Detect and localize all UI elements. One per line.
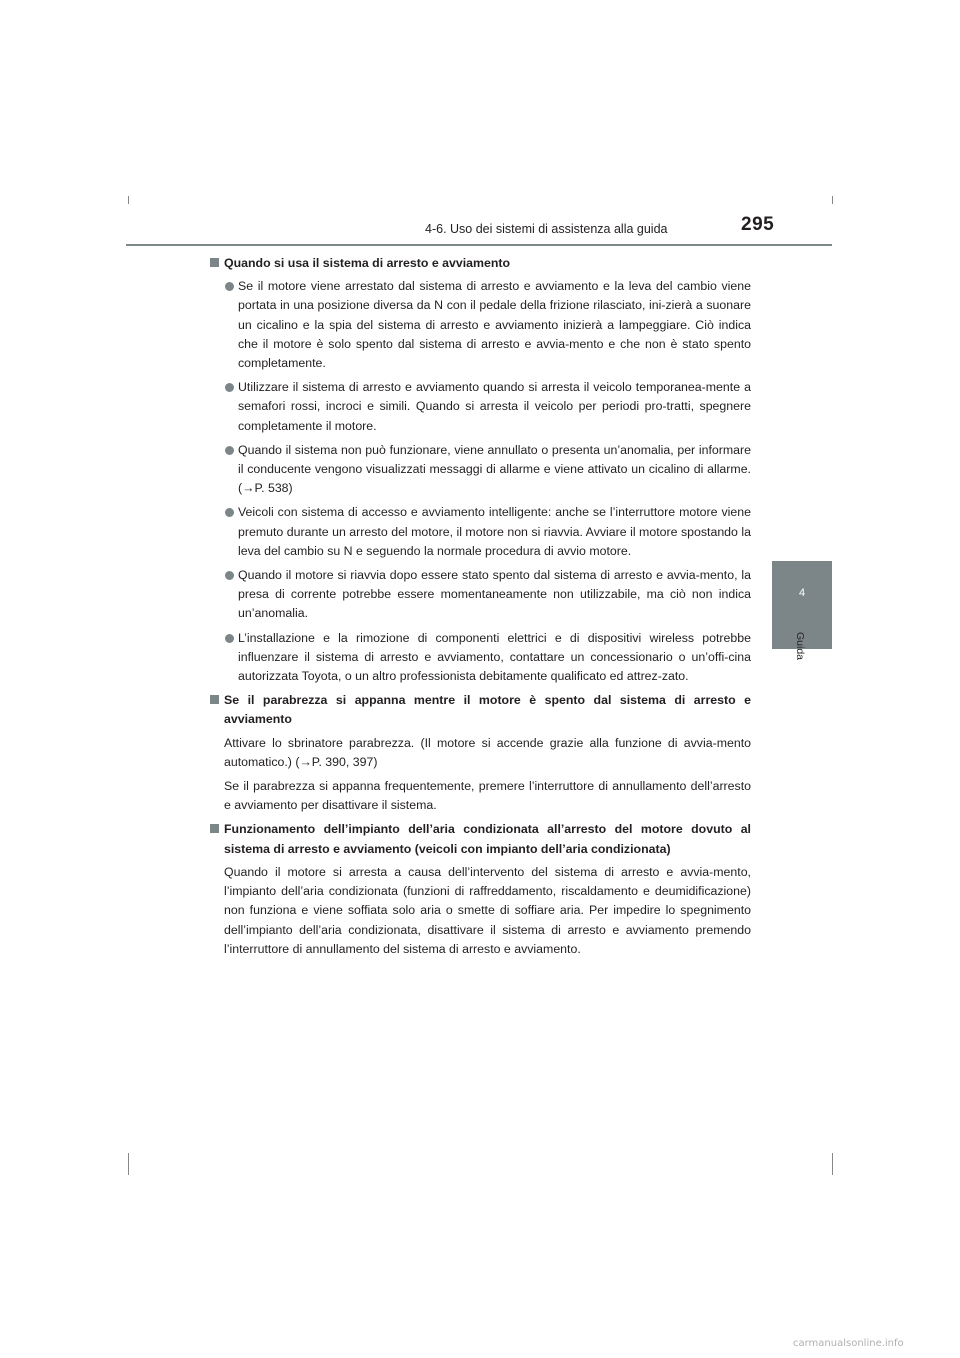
header-section-title: 4-6. Uso dei sistemi di assistenza alla guida (425, 222, 668, 236)
bullet-item: Quando il motore si riavvia dopo essere stato spento dal sistema di arresto e avvia-mento, la presa di corrente potrebbe essere momentaneamente non utilizzabile, ma ciò non indica un’anomalia. (210, 566, 751, 624)
paragraph: Quando il motore si arresta a causa dell’intervento del sistema di arresto e avvia-mento, l’impianto dell’aria condizionata (funzioni di raffreddamento, riscaldamento e deumidificazione) non funziona e viene soffiata solo aria o smette di soffiare aria. Per impedire lo spegnimento dell’impianto dell’aria condizionata, disattivare il sistema di arresto e avviamento premendo l’interruttore di annullamento del sistema di arresto e avviamento. (224, 864, 751, 956)
chapter-tab-label: Guida (794, 632, 806, 661)
bullet-item: Quando il sistema non può funzionare, viene annullato o presenta un’anomalia, per informare il conducente vengono visualizzati messaggi di allarme e viene attivato un cicalino di allarme. (→P. 538) (210, 441, 751, 499)
header-divider (126, 244, 832, 246)
page-content (210, 254, 751, 964)
bullet-item: Veicoli con sistema di accesso e avviamento intelligente: anche se l’interruttore motore viene premuto durante un arresto del motore, il motore non si riavvia. Avviare il motore spostando la leva del cambio su N e seguendo la normale procedura di avvio motore. (210, 503, 751, 561)
bullet-item: Utilizzare il sistema di arresto e avviamento quando si arresta il veicolo temporanea-mente a semafori rossi, incroci e simili. Quando si arresta il veicolo per periodi pro-tratti, spegnere completamente il motore. (210, 378, 751, 436)
watermark: carmanualsonline.info (793, 1338, 904, 1349)
bullet-item: Se il motore viene arrestato dal sistema di arresto e avviamento e la leva del cambio viene portata in una posizione diversa da N con il pedale della frizione rilasciato, ini-zierà a suonare un cicalino e la spia del sistema di arresto e avviamento inizierà a lampeggiare. Ciò indica che il motore è solo spento dal sistema di arresto e avvia-mento e che non è stato spento completamente. (210, 277, 751, 373)
section-heading: Quando si usa il sistema di arresto e avviamento (210, 254, 751, 273)
page-number: 295 (741, 214, 775, 235)
crop-mark (832, 1153, 833, 1175)
paragraph: Attivare lo sbrinatore parabrezza. (Il motore si accende grazie alla funzione di avvia-mento automatico.) (→P. 390, 397) (224, 735, 751, 769)
crop-mark (832, 196, 833, 204)
chapter-tab-number: 4 (798, 587, 806, 599)
section-heading: Se il parabrezza si appanna mentre il motore è spento dal sistema di arresto e avviamento (210, 691, 751, 729)
section-heading: Funzionamento dell’impianto dell’aria condizionata all’arresto del motore dovuto al sistema di arresto e avviamento (veicoli con impianto dell’aria condizionata) (210, 820, 751, 858)
paragraph: Se il parabrezza si appanna frequentemente, premere l’interruttore di annullamento dell’arresto e avviamento per disattivare il sistema. (224, 779, 751, 813)
bullet-item: L’installazione e la rimozione di componenti elettrici e di dispositivi wireless potrebbe influenzare il sistema di arresto e avviamento, contattare un concessionario o un’offi-cina autorizzata Toyota, o un altro professionista debitamente qualificato ed attrez-zato. (210, 629, 751, 687)
crop-mark (128, 196, 129, 204)
crop-mark (128, 1153, 129, 1175)
